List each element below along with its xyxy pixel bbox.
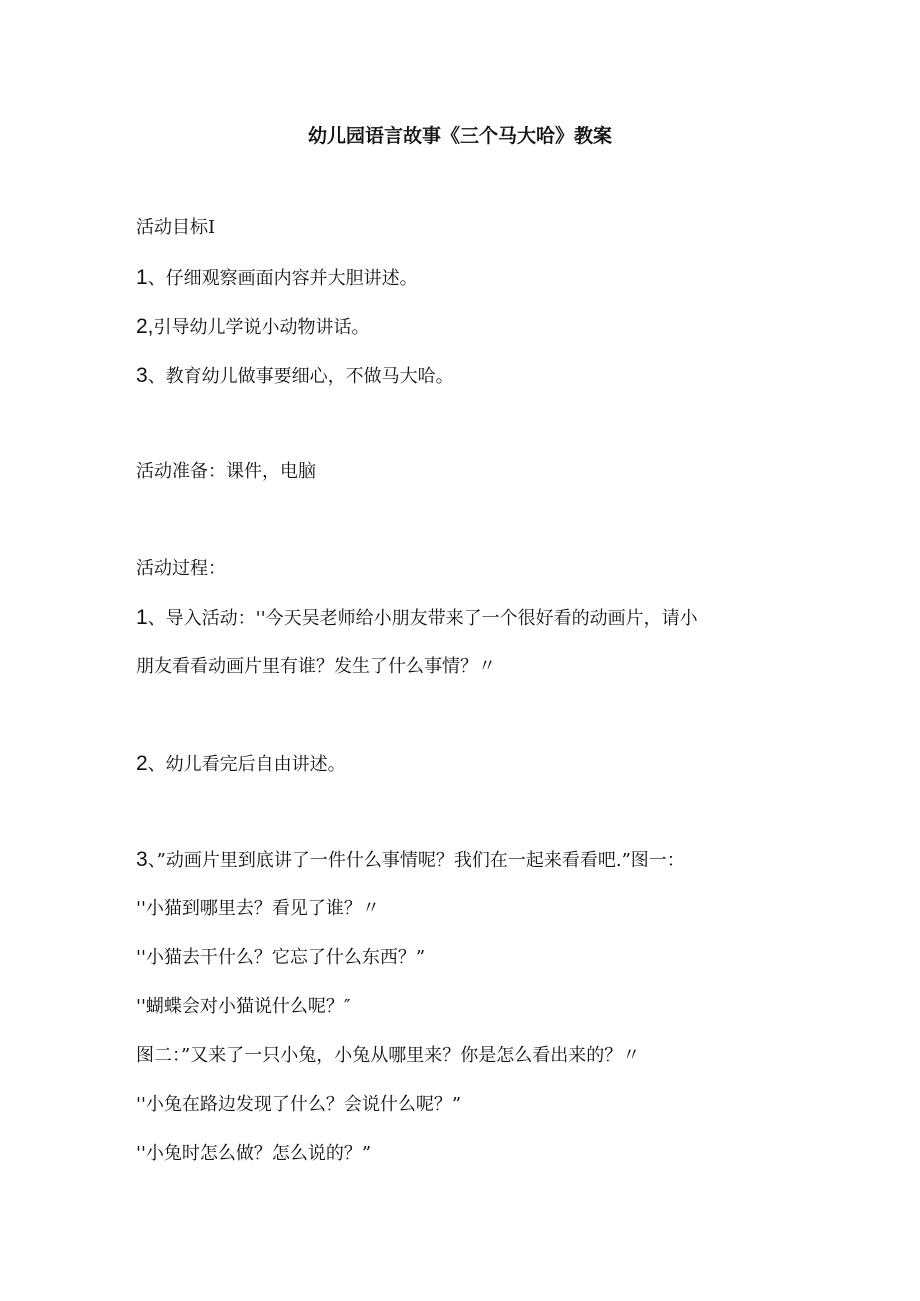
step-number: 2 — [136, 752, 148, 775]
question-line: ''小猫到哪里去？看见了谁？〃 — [136, 898, 380, 919]
preparation-line: 活动准备：课件，电脑 — [136, 461, 316, 482]
step-number: 3 — [136, 848, 148, 871]
document-title: 幼儿园语言故事《三个马大哈》教案 — [307, 125, 612, 147]
question-line: ''小兔在路边发现了什么？会说什么呢？” — [136, 1094, 462, 1115]
goal-number: 3 — [136, 364, 148, 387]
question-line: ''小兔时怎么做？怎么说的？” — [136, 1143, 372, 1164]
process-heading: 活动过程： — [136, 558, 226, 579]
step-text: 、”动画片里到底讲了一件什么事情呢？我们在一起来看看吧.”图一： — [147, 850, 685, 871]
step-number: 1 — [136, 606, 148, 629]
goal-item-3 — [136, 362, 454, 391]
goal-number: 2, — [136, 315, 154, 338]
goal-text: 、教育幼儿做事要细心，不做马大哈。 — [147, 366, 454, 387]
step-3 — [136, 846, 685, 875]
figure-2-line: 图二：”又来了一只小兔，小兔从哪里来？你是怎么看出来的？〃 — [136, 1045, 641, 1066]
goal-text: 、仔细观察画面内容并大胆讲述。 — [147, 268, 418, 289]
question-line: ''小猫去干什么？它忘了什么东西？” — [136, 947, 426, 968]
goals-heading: 活动目标I — [136, 217, 216, 238]
step-text: 、幼儿看完后自由讲述。 — [147, 754, 346, 775]
step-1-continuation: 朋友看看动画片里有谁？发生了什么事情？〃 — [136, 656, 496, 677]
question-line: ''蝴蝶会对小猫说什么呢？″ — [136, 996, 351, 1017]
goal-item-1 — [136, 264, 418, 293]
step-text: 、导入活动：''今天吴老师给小朋友带来了一个很好看的动画片，请小 — [147, 608, 698, 629]
step-1 — [136, 604, 698, 633]
goal-text: 引导幼儿学说小动物讲话。 — [153, 317, 370, 338]
step-2 — [136, 750, 346, 779]
goal-item-2 — [136, 313, 370, 342]
goal-number: 1 — [136, 266, 148, 289]
